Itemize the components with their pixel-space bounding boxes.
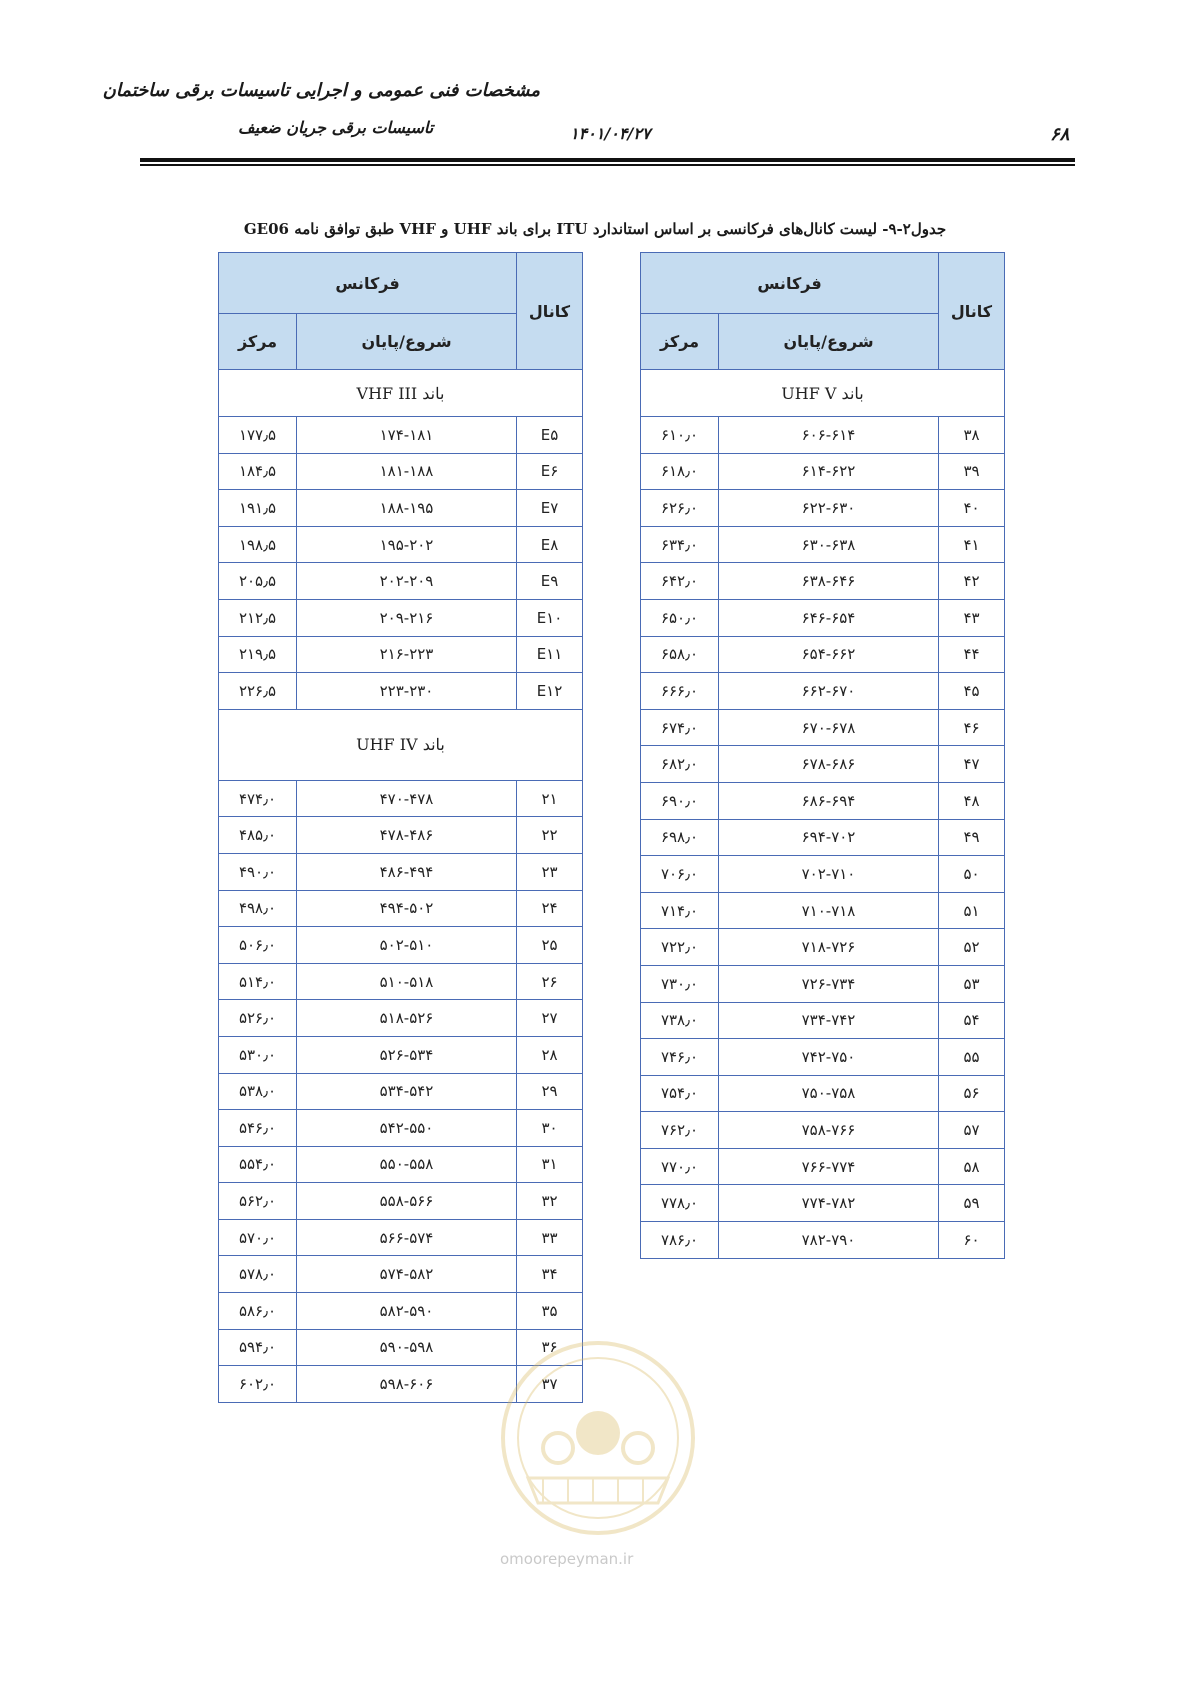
channel-cell: ۳۲	[517, 1183, 583, 1220]
channel-cell: ۳۱	[517, 1146, 583, 1183]
band-label: باند UHF V	[641, 370, 1005, 417]
document-title: مشخصات فنی عمومی و اجرایی تاسیسات برقی ساختمان	[102, 80, 540, 101]
channel-cell: ۵۲	[939, 929, 1005, 966]
center-cell: ۱۷۷٫۵	[219, 417, 297, 454]
range-cell: ۷۱۰-۷۱۸	[719, 892, 939, 929]
range-cell: ۴۹۴-۵۰۲	[297, 890, 517, 927]
center-cell: ۵۶۲٫۰	[219, 1183, 297, 1220]
range-cell: ۷۰۲-۷۱۰	[719, 856, 939, 893]
center-cell: ۵۹۴٫۰	[219, 1329, 297, 1366]
watermark-logo	[488, 1328, 708, 1568]
channel-cell: ۲۱	[517, 780, 583, 817]
table-row	[641, 1112, 1005, 1149]
channel-cell: ۴۴	[939, 636, 1005, 673]
table-row	[219, 563, 583, 600]
center-cell: ۶۰۲٫۰	[219, 1366, 297, 1403]
channel-cell: ۴۳	[939, 599, 1005, 636]
table-row	[219, 1073, 583, 1110]
center-cell: ۴۷۴٫۰	[219, 780, 297, 817]
channel-cell: ۳۴	[517, 1256, 583, 1293]
center-cell: ۶۲۶٫۰	[641, 490, 719, 527]
table-row	[219, 817, 583, 854]
table-row	[219, 1110, 583, 1147]
channel-cell: ۵۳	[939, 965, 1005, 1002]
range-cell: ۶۶۲-۶۷۰	[719, 673, 939, 710]
table-row	[219, 673, 583, 710]
table-row	[641, 599, 1005, 636]
range-cell: ۷۸۲-۷۹۰	[719, 1222, 939, 1259]
header-rule-thin	[140, 164, 1075, 166]
range-cell: ۶۲۲-۶۳۰	[719, 490, 939, 527]
channel-cell: ۴۱	[939, 526, 1005, 563]
range-cell: ۵۹۸-۶۰۶	[297, 1366, 517, 1403]
table-row	[641, 1222, 1005, 1259]
frequency-header: فرکانس	[219, 253, 517, 314]
range-cell: ۶۷۰-۶۷۸	[719, 709, 939, 746]
range-cell: ۷۶۶-۷۷۴	[719, 1148, 939, 1185]
center-cell: ۵۸۶٫۰	[219, 1293, 297, 1330]
table-row	[641, 965, 1005, 1002]
range-cell: ۲۱۶-۲۲۳	[297, 636, 517, 673]
frequency-header: فرکانس	[641, 253, 939, 314]
page-number: ۶۸	[1050, 124, 1070, 145]
channel-cell: ۴۶	[939, 709, 1005, 746]
table-row	[641, 1148, 1005, 1185]
channel-cell: ۲۷	[517, 1000, 583, 1037]
range-cell: ۴۸۶-۴۹۴	[297, 853, 517, 890]
channel-cell: ۴۲	[939, 563, 1005, 600]
center-cell: ۶۳۴٫۰	[641, 526, 719, 563]
range-cell: ۷۳۴-۷۴۲	[719, 1002, 939, 1039]
center-cell: ۷۱۴٫۰	[641, 892, 719, 929]
range-cell: ۷۲۶-۷۳۴	[719, 965, 939, 1002]
center-cell: ۶۶۶٫۰	[641, 673, 719, 710]
center-cell: ۱۹۸٫۵	[219, 526, 297, 563]
frequency-table-vhf-uhf-iv	[218, 252, 583, 1403]
table-row	[641, 746, 1005, 783]
center-cell: ۱۸۴٫۵	[219, 453, 297, 490]
center-cell: ۷۴۶٫۰	[641, 1039, 719, 1076]
center-cell: ۷۳۸٫۰	[641, 1002, 719, 1039]
range-cell: ۵۸۲-۵۹۰	[297, 1293, 517, 1330]
channel-cell: ۲۳	[517, 853, 583, 890]
center-cell: ۶۱۰٫۰	[641, 417, 719, 454]
channel-header: کانال	[939, 253, 1005, 370]
band-label: باند UHF IV	[219, 709, 583, 780]
range-cell: ۵۴۲-۵۵۰	[297, 1110, 517, 1147]
center-cell: ۵۱۴٫۰	[219, 963, 297, 1000]
range-cell: ۵۳۴-۵۴۲	[297, 1073, 517, 1110]
range-cell: ۶۷۸-۶۸۶	[719, 746, 939, 783]
table-row	[219, 636, 583, 673]
table-row	[641, 709, 1005, 746]
range-cell: ۲۲۳-۲۳۰	[297, 673, 517, 710]
center-cell: ۷۵۴٫۰	[641, 1075, 719, 1112]
center-cell: ۵۳۸٫۰	[219, 1073, 297, 1110]
center-cell: ۵۵۴٫۰	[219, 1146, 297, 1183]
center-cell: ۷۲۲٫۰	[641, 929, 719, 966]
range-cell: ۷۵۸-۷۶۶	[719, 1112, 939, 1149]
table-row	[641, 782, 1005, 819]
channel-cell: ۲۹	[517, 1073, 583, 1110]
channel-cell: ۵۰	[939, 856, 1005, 893]
table-row	[219, 417, 583, 454]
range-cell: ۶۹۴-۷۰۲	[719, 819, 939, 856]
table-row	[641, 819, 1005, 856]
channel-cell: ۴۰	[939, 490, 1005, 527]
channel-cell: E۵	[517, 417, 583, 454]
document-date: ۱۴۰۱/۰۴/۲۷	[570, 124, 651, 143]
center-cell: ۶۵۸٫۰	[641, 636, 719, 673]
range-header: شروع/پایان	[719, 314, 939, 370]
range-cell: ۴۷۸-۴۸۶	[297, 817, 517, 854]
table-row	[641, 563, 1005, 600]
table-row	[219, 453, 583, 490]
table-row	[219, 1183, 583, 1220]
center-cell: ۵۴۶٫۰	[219, 1110, 297, 1147]
range-cell: ۶۰۶-۶۱۴	[719, 417, 939, 454]
channel-cell: ۵۱	[939, 892, 1005, 929]
table-row	[219, 890, 583, 927]
center-cell: ۲۱۹٫۵	[219, 636, 297, 673]
center-cell: ۶۱۸٫۰	[641, 453, 719, 490]
channel-cell: ۳۷	[517, 1366, 583, 1403]
range-cell: ۵۰۲-۵۱۰	[297, 927, 517, 964]
channel-cell: ۵۴	[939, 1002, 1005, 1039]
center-cell: ۶۷۴٫۰	[641, 709, 719, 746]
range-cell: ۱۸۸-۱۹۵	[297, 490, 517, 527]
range-cell: ۶۸۶-۶۹۴	[719, 782, 939, 819]
range-cell: ۱۹۵-۲۰۲	[297, 526, 517, 563]
center-cell: ۶۹۰٫۰	[641, 782, 719, 819]
channel-cell: ۳۰	[517, 1110, 583, 1147]
range-cell: ۵۶۶-۵۷۴	[297, 1219, 517, 1256]
channel-cell: ۲۲	[517, 817, 583, 854]
center-header: مرکز	[641, 314, 719, 370]
channel-cell: ۲۵	[517, 927, 583, 964]
table-row	[641, 1039, 1005, 1076]
table-row	[219, 526, 583, 563]
section-subtitle: تاسیسات برقی جریان ضعیف	[238, 118, 434, 137]
center-cell: ۶۸۲٫۰	[641, 746, 719, 783]
center-cell: ۲۰۵٫۵	[219, 563, 297, 600]
table-caption: جدول۲-۹- لیست کانال‌های فرکانسی بر اساس استاندارد ITU برای باند UHF و VHF طبق توافق نامه GE06	[243, 220, 947, 238]
table-row	[641, 453, 1005, 490]
channel-cell: ۵۶	[939, 1075, 1005, 1112]
center-cell: ۵۷۰٫۰	[219, 1219, 297, 1256]
channel-cell: ۳۸	[939, 417, 1005, 454]
range-cell: ۶۳۸-۶۴۶	[719, 563, 939, 600]
center-cell: ۷۶۲٫۰	[641, 1112, 719, 1149]
channel-header: کانال	[517, 253, 583, 370]
range-cell: ۲۰۲-۲۰۹	[297, 563, 517, 600]
range-cell: ۵۱۰-۵۱۸	[297, 963, 517, 1000]
channel-cell: ۳۳	[517, 1219, 583, 1256]
channel-cell: ۵۵	[939, 1039, 1005, 1076]
center-cell: ۵۰۶٫۰	[219, 927, 297, 964]
center-cell: ۵۲۶٫۰	[219, 1000, 297, 1037]
center-header: مرکز	[219, 314, 297, 370]
range-cell: ۵۱۸-۵۲۶	[297, 1000, 517, 1037]
table-row	[641, 1185, 1005, 1222]
frequency-table-uhf-v	[640, 252, 1005, 1259]
table-row	[641, 526, 1005, 563]
table-row	[219, 853, 583, 890]
channel-cell: E۸	[517, 526, 583, 563]
channel-cell: ۳۶	[517, 1329, 583, 1366]
table-row	[219, 1219, 583, 1256]
table-row	[641, 673, 1005, 710]
channel-cell: ۵۹	[939, 1185, 1005, 1222]
center-cell: ۷۳۰٫۰	[641, 965, 719, 1002]
channel-cell: E۱۲	[517, 673, 583, 710]
table-row	[219, 963, 583, 1000]
range-cell: ۷۵۰-۷۵۸	[719, 1075, 939, 1112]
center-cell: ۷۷۰٫۰	[641, 1148, 719, 1185]
center-cell: ۵۷۸٫۰	[219, 1256, 297, 1293]
range-cell: ۶۳۰-۶۳۸	[719, 526, 939, 563]
center-cell: ۷۸۶٫۰	[641, 1222, 719, 1259]
table-row	[641, 1075, 1005, 1112]
center-cell: ۵۳۰٫۰	[219, 1036, 297, 1073]
center-cell: ۷۷۸٫۰	[641, 1185, 719, 1222]
range-cell: ۵۷۴-۵۸۲	[297, 1256, 517, 1293]
table-row	[219, 927, 583, 964]
center-cell: ۶۵۰٫۰	[641, 599, 719, 636]
table-row	[219, 1256, 583, 1293]
range-cell: ۷۱۸-۷۲۶	[719, 929, 939, 966]
center-cell: ۱۹۱٫۵	[219, 490, 297, 527]
table-row	[641, 892, 1005, 929]
range-cell: ۴۷۰-۴۷۸	[297, 780, 517, 817]
table-row	[641, 856, 1005, 893]
range-header: شروع/پایان	[297, 314, 517, 370]
center-cell: ۷۰۶٫۰	[641, 856, 719, 893]
channel-cell: ۴۷	[939, 746, 1005, 783]
watermark-url: omoorepeyman.ir	[500, 1550, 634, 1568]
table-row	[641, 417, 1005, 454]
channel-cell: E۷	[517, 490, 583, 527]
channel-cell: ۶۰	[939, 1222, 1005, 1259]
channel-cell: E۱۱	[517, 636, 583, 673]
range-cell: ۵۵۰-۵۵۸	[297, 1146, 517, 1183]
table-row	[641, 1002, 1005, 1039]
table-row	[219, 780, 583, 817]
table-row	[641, 929, 1005, 966]
range-cell: ۱۷۴-۱۸۱	[297, 417, 517, 454]
channel-cell: E۹	[517, 563, 583, 600]
channel-cell: ۲۴	[517, 890, 583, 927]
channel-cell: ۳۹	[939, 453, 1005, 490]
center-cell: ۶۴۲٫۰	[641, 563, 719, 600]
center-cell: ۲۱۲٫۵	[219, 599, 297, 636]
center-cell: ۴۸۵٫۰	[219, 817, 297, 854]
range-cell: ۵۵۸-۵۶۶	[297, 1183, 517, 1220]
center-cell: ۲۲۶٫۵	[219, 673, 297, 710]
range-cell: ۶۱۴-۶۲۲	[719, 453, 939, 490]
table-row	[219, 1000, 583, 1037]
channel-cell: ۲۶	[517, 963, 583, 1000]
table-row	[219, 1146, 583, 1183]
range-cell: ۲۰۹-۲۱۶	[297, 599, 517, 636]
center-cell: ۶۹۸٫۰	[641, 819, 719, 856]
table-row	[219, 490, 583, 527]
table-row	[219, 599, 583, 636]
range-cell: ۶۵۴-۶۶۲	[719, 636, 939, 673]
table-row	[641, 490, 1005, 527]
channel-cell: E۱۰	[517, 599, 583, 636]
range-cell: ۵۹۰-۵۹۸	[297, 1329, 517, 1366]
channel-cell: ۲۸	[517, 1036, 583, 1073]
table-row	[219, 1036, 583, 1073]
channel-cell: ۳۵	[517, 1293, 583, 1330]
channel-cell: ۵۷	[939, 1112, 1005, 1149]
channel-cell: ۴۵	[939, 673, 1005, 710]
range-cell: ۵۲۶-۵۳۴	[297, 1036, 517, 1073]
channel-cell: E۶	[517, 453, 583, 490]
channel-cell: ۵۸	[939, 1148, 1005, 1185]
center-cell: ۴۹۰٫۰	[219, 853, 297, 890]
channel-cell: ۴۹	[939, 819, 1005, 856]
range-cell: ۷۷۴-۷۸۲	[719, 1185, 939, 1222]
table-row	[641, 636, 1005, 673]
band-label: باند VHF III	[219, 370, 583, 417]
channel-cell: ۴۸	[939, 782, 1005, 819]
table-row	[219, 1293, 583, 1330]
header-rule-thick	[140, 158, 1075, 162]
range-cell: ۱۸۱-۱۸۸	[297, 453, 517, 490]
range-cell: ۶۴۶-۶۵۴	[719, 599, 939, 636]
center-cell: ۴۹۸٫۰	[219, 890, 297, 927]
range-cell: ۷۴۲-۷۵۰	[719, 1039, 939, 1076]
